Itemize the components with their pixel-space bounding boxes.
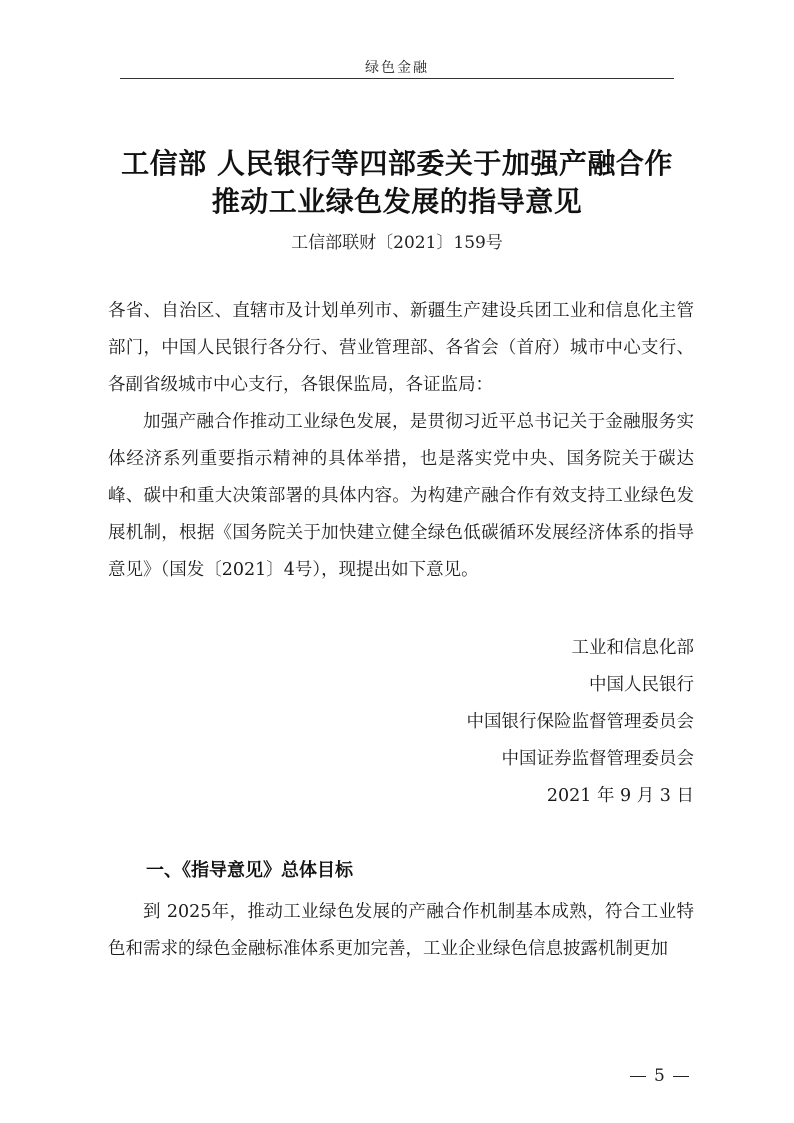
document-title-line-2: 推动工业绿色发展的指导意见 — [211, 185, 583, 218]
signer-pboc: 中国人民银行 — [589, 675, 694, 695]
signers-block — [294, 630, 694, 815]
page-number: 5 — [654, 1066, 665, 1086]
recipients-paragraph: 各省、自治区、直辖市及计划单列市、新疆生产建设兵团工业和信息化主管部门，中国人民银行各分行、营业管理部、各省会（首府）城市中心支行、各副省级城市中心支行，各银保监局，各证监局： — [108, 301, 694, 395]
footer-dash-right — [673, 1076, 689, 1077]
signer-cbirc: 中国银行保险监督管理委员会 — [466, 712, 694, 732]
running-header: 绿色金融 — [365, 60, 429, 76]
section-1-paragraph: 到 2025年，推动工业绿色发展的产融合作机制基本成熟，符合工业特色和需求的绿色金融标准体系更加完善，工业企业绿色信息披露机制更加 — [108, 902, 694, 959]
document-title-line-1: 工信部 人民银行等四部委关于加强产融合作 — [121, 147, 673, 180]
document-number: 工信部联财〔2021〕159号 — [291, 233, 503, 253]
signer-csrc: 中国证券监督管理委员会 — [501, 749, 694, 769]
header-divider — [120, 78, 674, 79]
signer-miit: 工业和信息化部 — [571, 638, 694, 658]
footer-dash-left — [630, 1076, 646, 1077]
page-footer — [630, 1066, 689, 1086]
intro-paragraph: 加强产融合作推动工业绿色发展，是贯彻习近平总书记关于金融服务实体经济系列重要指示精神的具体举措，也是落实党中央、国务院关于碳达峰、碳中和重大决策部署的具体内容。为构建产融合作有效支持工业绿色发展机制，根据《国务院关于加快建立健全绿色低碳循环发展经济体系的指导意见》（国发〔2021〕4号），现提出如下意见。 — [108, 412, 694, 580]
section-1-body — [108, 894, 694, 968]
signing-date: 2021 年 9 月 3 日 — [546, 786, 694, 806]
section-heading: 一、《指导意见》总体目标 — [146, 860, 353, 881]
recipients-block — [108, 293, 694, 589]
